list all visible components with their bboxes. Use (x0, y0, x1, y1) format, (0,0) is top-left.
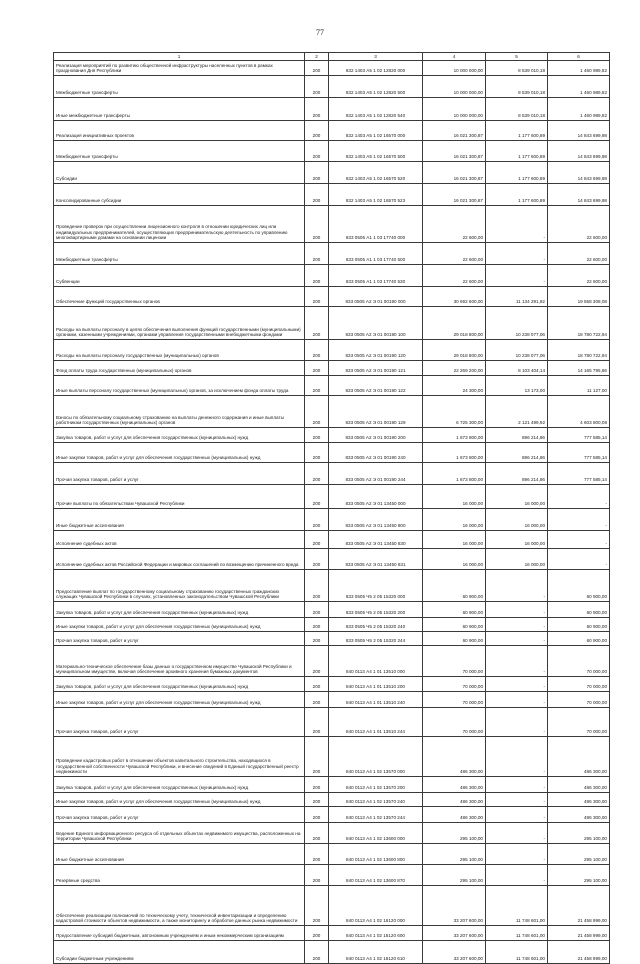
row-code: 200 (305, 737, 329, 777)
row-classification: 833 0505 Ч5 2 05 15320 000 (329, 570, 423, 602)
row-unexecuted-amount: 22 600,00 (548, 206, 610, 243)
table-row (54, 265, 610, 287)
row-name: Закупка товаров, работ и услуг для обеспечения государственных (муниципальных) нужд (54, 677, 305, 692)
row-unexecuted-amount: 70 000,00 (548, 677, 610, 692)
row-unexecuted-amount: 486 300,00 (548, 793, 610, 807)
table-header-row (54, 53, 610, 61)
row-code: 200 (305, 844, 329, 865)
row-executed-amount: - (486, 708, 548, 737)
row-approved-amount: 295 100,00 (423, 844, 486, 865)
row-executed-amount: - (486, 632, 548, 646)
row-unexecuted-amount: 295 100,00 (548, 865, 610, 886)
row-code: 200 (305, 184, 329, 206)
row-classification: 832 1403 А5 1 02 16570 520 (329, 162, 423, 184)
table-row (54, 692, 610, 708)
row-classification: 833 0505 А2 Э 01 00190 000 (329, 287, 423, 307)
row-classification: 832 1403 А5 1 02 16570 523 (329, 184, 423, 206)
row-name: Фонд оплаты труда государственных (муниципальных) органов (54, 361, 305, 376)
table-row (54, 549, 610, 570)
table-row (54, 926, 610, 941)
row-code: 200 (305, 243, 329, 265)
table-row (54, 737, 610, 777)
table-row (54, 376, 610, 396)
row-classification: 840 0113 А4 1 01 13510 244 (329, 708, 423, 737)
row-approved-amount: 486 300,00 (423, 777, 486, 793)
column-header: 1 (54, 53, 305, 61)
row-code: 200 (305, 926, 329, 941)
row-code: 200 (305, 162, 329, 184)
row-name: Взносы по обязательному социальному страхованию на выплаты денежного содержания и иные выплаты работникам государственных (муниципальных) органов (54, 396, 305, 428)
row-executed-amount: 896 214,86 (486, 443, 548, 463)
row-approved-amount: 33 207 600,00 (423, 926, 486, 941)
row-executed-amount: 16 000,00 (486, 531, 548, 549)
row-approved-amount: 22 269 200,00 (423, 361, 486, 376)
row-executed-amount: 896 214,86 (486, 463, 548, 485)
row-approved-amount: 16 021 300,87 (423, 184, 486, 206)
row-name: Проведение проверок при осуществлении лицензионного контроля в отношении юридических лиц или индивидуальных предпринимателей, осуществляющих предпринимательскую деятельность по управлению многоквартирными домами на основании лицензии (54, 206, 305, 243)
row-approved-amount: 16 000,00 (423, 531, 486, 549)
table-row (54, 287, 610, 307)
row-approved-amount: 30 692 600,00 (423, 287, 486, 307)
row-executed-amount: 10 238 077,06 (486, 340, 548, 361)
table-row (54, 865, 610, 886)
row-classification: 840 0113 А4 1 02 13600 870 (329, 865, 423, 886)
row-classification: 833 0505 Ч5 2 05 15320 200 (329, 602, 423, 618)
row-name: Прочая закупка товаров, работ и услуг (54, 807, 305, 823)
row-classification: 832 1403 А5 1 02 16570 000 (329, 121, 423, 141)
row-name: Прочая закупка товаров, работ и услуг (54, 632, 305, 646)
row-unexecuted-amount: 21 458 999,00 (548, 941, 610, 964)
row-name: Закупка товаров, работ и услуг для обеспечения государственных (муниципальных) нужд (54, 428, 305, 443)
column-header: 3 (329, 53, 423, 61)
budget-table (53, 52, 610, 964)
row-unexecuted-amount: 60 900,00 (548, 632, 610, 646)
row-code: 200 (305, 307, 329, 340)
row-unexecuted-amount: 1 460 989,82 (548, 98, 610, 121)
row-classification: 833 0505 А2 Э 01 00190 129 (329, 396, 423, 428)
row-name: Расходы на выплаты персоналу в целях обеспечения выполнения функций государственными (муниципальными) органами, казенными учреждениями, органами управления государственными внебюджетными фондами (54, 307, 305, 340)
table-row (54, 162, 610, 184)
row-approved-amount: 16 000,00 (423, 509, 486, 531)
row-code: 200 (305, 76, 329, 98)
table-row (54, 632, 610, 646)
row-unexecuted-amount: 777 585,14 (548, 463, 610, 485)
table-row (54, 485, 610, 509)
row-code: 200 (305, 396, 329, 428)
row-classification: 832 1403 А5 1 02 12820 500 (329, 76, 423, 98)
row-approved-amount: 70 000,00 (423, 677, 486, 692)
row-executed-amount: 8 539 010,18 (486, 61, 548, 76)
row-unexecuted-amount: 70 000,00 (548, 692, 610, 708)
row-name: Реализация мероприятий по развитию общественной инфраструктуры населенных пунктов в рамках празднования Дня Республики (54, 61, 305, 76)
row-unexecuted-amount: 777 585,14 (548, 428, 610, 443)
row-classification: 833 0505 А2 Э 01 13450 800 (329, 509, 423, 531)
row-code: 200 (305, 463, 329, 485)
row-executed-amount: - (486, 206, 548, 243)
row-approved-amount: 70 000,00 (423, 646, 486, 677)
row-classification: 840 0113 А4 1 02 13570 000 (329, 737, 423, 777)
row-unexecuted-amount: 1 460 989,82 (548, 76, 610, 98)
row-executed-amount: 11 134 291,92 (486, 287, 548, 307)
row-executed-amount: 8 539 010,18 (486, 98, 548, 121)
row-name: Реализация инициативных проектов (54, 121, 305, 141)
row-classification: 833 0505 А2 Э 01 00190 122 (329, 376, 423, 396)
row-unexecuted-amount: 14 843 699,98 (548, 162, 610, 184)
column-header: 5 (486, 53, 548, 61)
row-code: 200 (305, 340, 329, 361)
row-executed-amount: 11 748 601,00 (486, 941, 548, 964)
row-code: 200 (305, 865, 329, 886)
row-approved-amount: 10 000 000,00 (423, 76, 486, 98)
row-classification: 840 0113 А4 1 02 13600 000 (329, 823, 423, 844)
table-row (54, 141, 610, 162)
row-unexecuted-amount: 14 843 699,98 (548, 141, 610, 162)
row-executed-amount: - (486, 265, 548, 287)
row-classification: 840 0113 А4 1 01 13510 200 (329, 677, 423, 692)
row-name: Межбюджетные трансферты (54, 76, 305, 98)
row-name: Иные закупки товаров, работ и услуг для обеспечения государственных (муниципальных) нужд (54, 692, 305, 708)
row-name: Обеспечение реализации полномочий по техническому учету, технической инвентаризации и определению кадастровой стоимости объектов недвижимости, а также мониторингу и обработке данных рынка недвижимости (54, 886, 305, 926)
row-executed-amount: - (486, 243, 548, 265)
row-code: 200 (305, 632, 329, 646)
row-classification: 833 0505 Ч5 2 05 15320 244 (329, 632, 423, 646)
row-unexecuted-amount: - (548, 549, 610, 570)
row-executed-amount: 896 214,86 (486, 428, 548, 443)
row-executed-amount: 16 000,00 (486, 549, 548, 570)
row-code: 200 (305, 941, 329, 964)
row-unexecuted-amount: 60 900,00 (548, 570, 610, 602)
table-row (54, 396, 610, 428)
row-name: Прочая закупка товаров, работ и услуг (54, 708, 305, 737)
row-name: Предоставление субсидий бюджетным, автономным учреждениям и иным некоммерческим организациям (54, 926, 305, 941)
row-name: Прочая закупка товаров, работ и услуг (54, 463, 305, 485)
row-name: Межбюджетные трансферты (54, 141, 305, 162)
column-header: 2 (305, 53, 329, 61)
table-row (54, 340, 610, 361)
table-row (54, 602, 610, 618)
row-executed-amount: 8 539 010,18 (486, 76, 548, 98)
row-executed-amount: - (486, 692, 548, 708)
row-executed-amount: 11 748 601,00 (486, 926, 548, 941)
column-header: 6 (548, 53, 610, 61)
row-approved-amount: 1 673 800,00 (423, 428, 486, 443)
page-number: 77 (316, 28, 324, 37)
row-name: Субвенции (54, 265, 305, 287)
row-unexecuted-amount: - (548, 485, 610, 509)
row-code: 200 (305, 98, 329, 121)
table-row (54, 509, 610, 531)
row-approved-amount: 6 725 300,00 (423, 396, 486, 428)
row-classification: 840 0113 А4 1 02 13570 240 (329, 793, 423, 807)
row-unexecuted-amount: 14 843 699,98 (548, 184, 610, 206)
row-classification: 833 0505 А2 Э 01 13450 830 (329, 531, 423, 549)
row-executed-amount: 1 177 600,89 (486, 162, 548, 184)
row-unexecuted-amount: 295 100,00 (548, 823, 610, 844)
row-classification: 833 0505 Ч5 2 05 15320 240 (329, 618, 423, 632)
row-approved-amount: 16 000,00 (423, 549, 486, 570)
row-code: 200 (305, 823, 329, 844)
row-code: 200 (305, 428, 329, 443)
row-name: Расходы на выплаты персоналу государственных (муниципальных) органов (54, 340, 305, 361)
row-executed-amount: 11 748 601,00 (486, 886, 548, 926)
row-approved-amount: 16 000,00 (423, 485, 486, 509)
row-executed-amount: 1 177 600,89 (486, 121, 548, 141)
row-approved-amount: 60 900,00 (423, 632, 486, 646)
row-name: Предоставление выплат по государственному социальному страхованию государственных гражданских служащих Чувашской Республики в случаях, установленных законодательством Чувашской Республики (54, 570, 305, 602)
table-row (54, 618, 610, 632)
row-classification: 833 0505 А1 1 03 17740 530 (329, 265, 423, 287)
row-code: 200 (305, 570, 329, 602)
row-name: Иные закупки товаров, работ и услуг для обеспечения государственных (муниципальных) нужд (54, 793, 305, 807)
row-executed-amount: 10 238 077,06 (486, 307, 548, 340)
row-classification: 840 0113 А4 1 01 13510 000 (329, 646, 423, 677)
row-unexecuted-amount: 295 100,00 (548, 844, 610, 865)
row-unexecuted-amount: 21 458 999,00 (548, 926, 610, 941)
table-row (54, 708, 610, 737)
row-approved-amount: 24 300,00 (423, 376, 486, 396)
row-executed-amount: - (486, 844, 548, 865)
table-row (54, 646, 610, 677)
row-classification: 833 0505 А2 Э 01 13450 000 (329, 485, 423, 509)
table-row (54, 823, 610, 844)
row-name: Исполнение судебных актов (54, 531, 305, 549)
row-name: Закупка товаров, работ и услуг для обеспечения государственных (муниципальных) нужд (54, 777, 305, 793)
table-row (54, 61, 610, 76)
row-executed-amount: - (486, 793, 548, 807)
row-executed-amount: - (486, 737, 548, 777)
row-code: 200 (305, 549, 329, 570)
row-unexecuted-amount: 14 843 699,98 (548, 121, 610, 141)
table-row (54, 98, 610, 121)
row-classification: 840 0113 А4 1 02 13600 800 (329, 844, 423, 865)
row-classification: 840 0113 А4 1 02 16120 610 (329, 941, 423, 964)
row-approved-amount: 29 018 800,00 (423, 307, 486, 340)
row-approved-amount: 1 673 800,00 (423, 443, 486, 463)
row-name: Иные бюджетные ассигнования (54, 844, 305, 865)
table-row (54, 793, 610, 807)
row-code: 200 (305, 206, 329, 243)
row-name: Проведение кадастровых работ в отношении объектов капитального строительства, находящихся в государственной собственности Чувашской Республики, и внесение сведений в Единый государственный реестр недвижимости (54, 737, 305, 777)
row-unexecuted-amount: 21 458 999,00 (548, 886, 610, 926)
row-approved-amount: 486 300,00 (423, 737, 486, 777)
row-classification: 833 0505 А2 Э 01 00190 121 (329, 361, 423, 376)
row-unexecuted-amount: 777 585,14 (548, 443, 610, 463)
table-row (54, 463, 610, 485)
table-row (54, 677, 610, 692)
row-name: Межбюджетные трансферты (54, 243, 305, 265)
row-executed-amount: - (486, 807, 548, 823)
row-unexecuted-amount: 486 300,00 (548, 737, 610, 777)
row-approved-amount: 22 600,00 (423, 265, 486, 287)
table-row (54, 886, 610, 926)
row-classification: 833 0505 А2 Э 01 00190 200 (329, 428, 423, 443)
row-classification: 832 1403 А5 1 02 12820 000 (329, 61, 423, 76)
row-name: Прочие выплаты по обязательствам Чувашской Республики (54, 485, 305, 509)
row-classification: 840 0113 А4 1 02 13570 244 (329, 807, 423, 823)
row-approved-amount: 60 900,00 (423, 602, 486, 618)
row-name: Субсидии (54, 162, 305, 184)
row-name: Ведение Единого информационного ресурса об отдельных объектах недвижимого имущества, расположенных на территории Чувашской Республики (54, 823, 305, 844)
row-executed-amount: 16 000,00 (486, 485, 548, 509)
row-unexecuted-amount: 70 000,00 (548, 708, 610, 737)
row-code: 200 (305, 677, 329, 692)
row-unexecuted-amount: - (548, 531, 610, 549)
row-unexecuted-amount: 19 558 308,08 (548, 287, 610, 307)
row-approved-amount: 70 000,00 (423, 692, 486, 708)
row-name: Исполнение судебных актов Российской Федерации и мировых соглашений по возмещению причиненного вреда (54, 549, 305, 570)
row-unexecuted-amount: 14 165 795,86 (548, 361, 610, 376)
row-code: 200 (305, 376, 329, 396)
row-name: Иные выплаты персоналу государственных (муниципальных) органов, за исключением фонда оплаты труда (54, 376, 305, 396)
row-classification: 833 0505 А1 1 03 17740 500 (329, 243, 423, 265)
table-row (54, 570, 610, 602)
row-executed-amount: - (486, 677, 548, 692)
row-code: 200 (305, 361, 329, 376)
table-row (54, 243, 610, 265)
row-executed-amount: - (486, 865, 548, 886)
row-name: Иные закупки товаров, работ и услуг для обеспечения государственных (муниципальных) нужд (54, 618, 305, 632)
table-row (54, 531, 610, 549)
row-approved-amount: 60 900,00 (423, 570, 486, 602)
row-code: 200 (305, 61, 329, 76)
row-code: 200 (305, 443, 329, 463)
row-unexecuted-amount: 60 900,00 (548, 602, 610, 618)
row-code: 200 (305, 121, 329, 141)
row-unexecuted-amount: 486 300,00 (548, 777, 610, 793)
row-unexecuted-amount: 11 127,00 (548, 376, 610, 396)
column-header: 4 (423, 53, 486, 61)
row-approved-amount: 16 021 300,87 (423, 141, 486, 162)
row-name: Обеспечение функций государственных органов (54, 287, 305, 307)
row-classification: 832 1403 А5 1 02 16570 500 (329, 141, 423, 162)
row-name: Резервные средства (54, 865, 305, 886)
row-approved-amount: 33 207 600,00 (423, 941, 486, 964)
row-code: 200 (305, 485, 329, 509)
table-row (54, 807, 610, 823)
row-code: 200 (305, 793, 329, 807)
row-code: 200 (305, 646, 329, 677)
row-unexecuted-amount: 1 460 989,82 (548, 61, 610, 76)
row-classification: 833 0505 А1 1 03 17740 000 (329, 206, 423, 243)
row-unexecuted-amount: 486 300,00 (548, 807, 610, 823)
row-executed-amount: - (486, 570, 548, 602)
row-approved-amount: 486 300,00 (423, 793, 486, 807)
row-approved-amount: 33 207 600,00 (423, 886, 486, 926)
row-executed-amount: 13 173,00 (486, 376, 548, 396)
table-row (54, 307, 610, 340)
row-classification: 832 1403 А5 1 02 12820 540 (329, 98, 423, 121)
row-executed-amount: - (486, 602, 548, 618)
table-row (54, 184, 610, 206)
row-code: 200 (305, 886, 329, 926)
table-row (54, 361, 610, 376)
row-executed-amount: - (486, 777, 548, 793)
row-name: Субсидии бюджетным учреждениям (54, 941, 305, 964)
row-approved-amount: 1 673 800,00 (423, 463, 486, 485)
row-unexecuted-amount: 70 000,00 (548, 646, 610, 677)
row-approved-amount: 295 100,00 (423, 865, 486, 886)
table-row (54, 443, 610, 463)
row-code: 200 (305, 692, 329, 708)
row-approved-amount: 60 900,00 (423, 618, 486, 632)
row-name: Материально-техническое обеспечение базы данных о государственном имуществе Чувашской Республики и муниципальном имуществе, включая обеспечение архивного хранения бумажных документов (54, 646, 305, 677)
row-code: 200 (305, 531, 329, 549)
row-classification: 833 0505 А2 Э 01 00190 100 (329, 307, 423, 340)
row-classification: 840 0113 А4 1 02 16120 600 (329, 926, 423, 941)
row-approved-amount: 70 000,00 (423, 708, 486, 737)
table-row (54, 777, 610, 793)
row-code: 200 (305, 602, 329, 618)
row-approved-amount: 486 300,00 (423, 807, 486, 823)
row-classification: 840 0113 А4 1 02 16120 000 (329, 886, 423, 926)
table-row (54, 206, 610, 243)
row-name: Консолидированные субсидии (54, 184, 305, 206)
row-classification: 840 0113 А4 1 01 13510 240 (329, 692, 423, 708)
row-classification: 833 0505 А2 Э 01 00190 120 (329, 340, 423, 361)
row-executed-amount: 16 000,00 (486, 509, 548, 531)
row-name: Иные межбюджетные трансферты (54, 98, 305, 121)
table-row (54, 428, 610, 443)
row-code: 200 (305, 807, 329, 823)
row-code: 200 (305, 287, 329, 307)
row-executed-amount: 2 121 499,92 (486, 396, 548, 428)
row-executed-amount: - (486, 618, 548, 632)
row-unexecuted-amount: 22 600,00 (548, 243, 610, 265)
row-approved-amount: 22 600,00 (423, 206, 486, 243)
row-approved-amount: 10 000 000,00 (423, 61, 486, 76)
row-approved-amount: 16 021 300,87 (423, 162, 486, 184)
row-approved-amount: 29 018 800,00 (423, 340, 486, 361)
row-classification: 833 0505 А2 Э 01 13450 831 (329, 549, 423, 570)
row-name: Иные закупки товаров, работ и услуг для обеспечения государственных (муниципальных) нужд (54, 443, 305, 463)
row-unexecuted-amount: 18 780 722,94 (548, 307, 610, 340)
row-unexecuted-amount: 22 600,00 (548, 265, 610, 287)
row-approved-amount: 295 100,00 (423, 823, 486, 844)
row-classification: 840 0113 А4 1 02 13570 200 (329, 777, 423, 793)
row-executed-amount: 8 103 404,14 (486, 361, 548, 376)
row-approved-amount: 10 000 000,00 (423, 98, 486, 121)
row-executed-amount: 1 177 600,89 (486, 184, 548, 206)
row-name: Иные бюджетные ассигнования (54, 509, 305, 531)
table-row (54, 941, 610, 964)
table-row (54, 844, 610, 865)
row-approved-amount: 22 600,00 (423, 243, 486, 265)
row-code: 200 (305, 618, 329, 632)
row-executed-amount: - (486, 646, 548, 677)
table-row (54, 121, 610, 141)
row-code: 200 (305, 777, 329, 793)
row-code: 200 (305, 708, 329, 737)
row-unexecuted-amount: 4 603 800,08 (548, 396, 610, 428)
row-approved-amount: 16 021 300,87 (423, 121, 486, 141)
row-classification: 833 0505 А2 Э 01 00190 240 (329, 443, 423, 463)
row-classification: 833 0505 А2 Э 01 00190 244 (329, 463, 423, 485)
row-code: 200 (305, 509, 329, 531)
row-unexecuted-amount: 18 780 722,94 (548, 340, 610, 361)
row-code: 200 (305, 265, 329, 287)
row-executed-amount: - (486, 823, 548, 844)
row-unexecuted-amount: - (548, 509, 610, 531)
row-unexecuted-amount: 60 900,00 (548, 618, 610, 632)
row-code: 200 (305, 141, 329, 162)
row-executed-amount: 1 177 600,89 (486, 141, 548, 162)
table-row (54, 76, 610, 98)
row-name: Закупка товаров, работ и услуг для обеспечения государственных (муниципальных) нужд (54, 602, 305, 618)
